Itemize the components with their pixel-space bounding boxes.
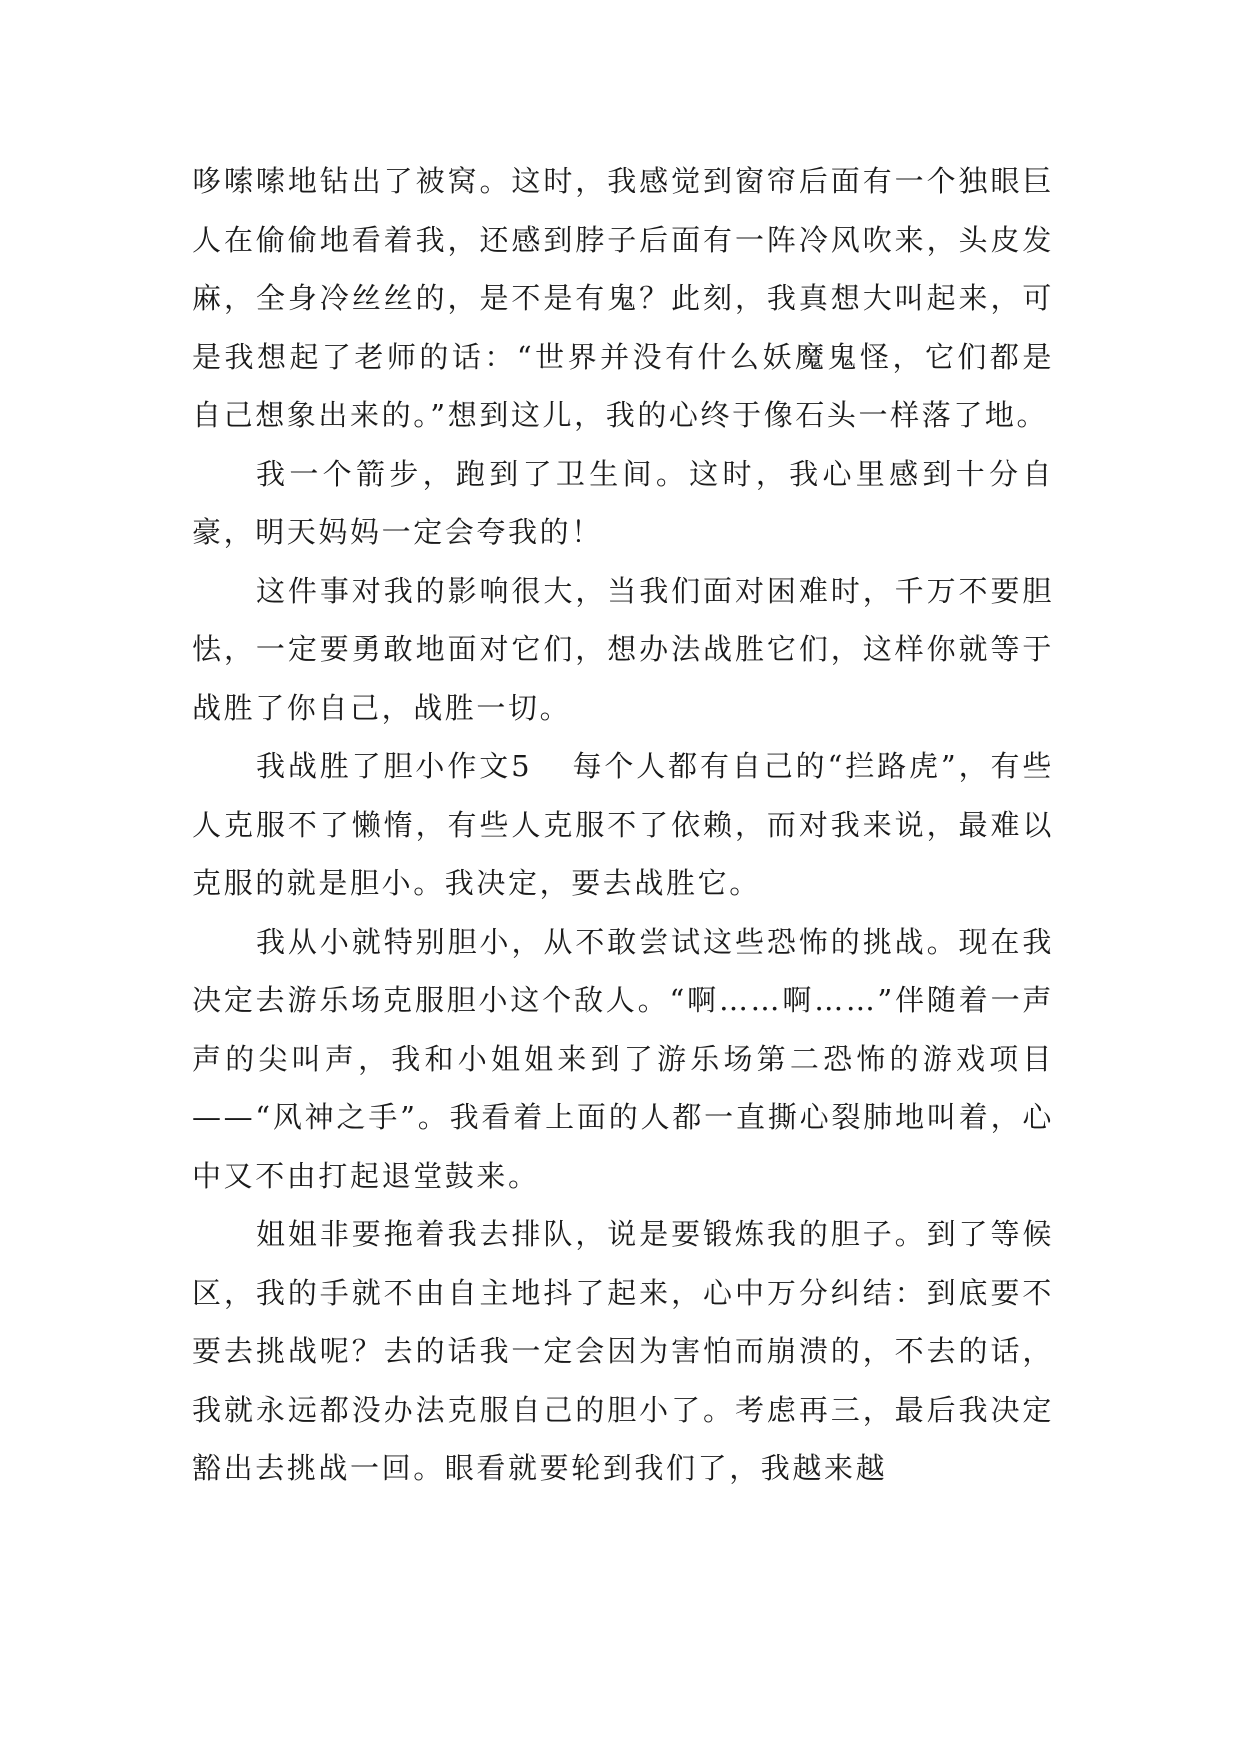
paragraph-4-text: 每个人都有自己的“拦路虎”，有些人克服不了懒惰，有些人克服不了依赖，而对我来说，最难以克服的就是胆小。我决定，要去战胜它。: [192, 749, 1054, 900]
paragraph-5: 我从小就特别胆小，从不敢尝试这些恐怖的挑战。现在我决定去游乐场克服胆小这个敌人。“啊……啊……”伴随着一声声的尖叫声，我和小姐姐来到了游乐场第二恐怖的游戏项目——“风神之手”。我看着上面的人都一直撕心裂肺地叫着，心中又不由打起退堂鼓来。: [192, 924, 1054, 1193]
paragraph-4: [192, 737, 1054, 913]
paragraph-3: 这件事对我的影响很大，当我们面对困难时，千万不要胆怯，一定要勇敢地面对它们，想办法战胜它们，这样你就等于战胜了你自己，战胜一切。: [192, 573, 1054, 725]
document-page: [192, 152, 1054, 1498]
essay-heading: 我战胜了胆小作文5: [256, 749, 533, 783]
paragraph-6: 姐姐非要拖着我去排队，说是要锻炼我的胆子。到了等候区，我的手就不由自主地抖了起来，心中万分纠结：到底要不要去挑战呢？去的话我一定会因为害怕而崩溃的，不去的话，我就永远都没办法克服自己的胆小了。考虑再三，最后我决定豁出去挑战一回。眼看就要轮到我们了，我越来越: [192, 1217, 1054, 1485]
paragraph-2: 我一个箭步，跑到了卫生间。这时，我心里感到十分自豪，明天妈妈一定会夸我的！: [192, 456, 1054, 549]
paragraph-1: 哆嗦嗦地钻出了被窝。这时，我感觉到窗帘后面有一个独眼巨人在偷偷地看着我，还感到脖子后面有一阵冷风吹来，头皮发麻，全身冷丝丝的，是不是有鬼？此刻，我真想大叫起来，可是我想起了老师的话：“世界并没有什么妖魔鬼怪，它们都是自己想象出来的。”想到这儿，我的心终于像石头一样落了地。: [192, 164, 1054, 432]
